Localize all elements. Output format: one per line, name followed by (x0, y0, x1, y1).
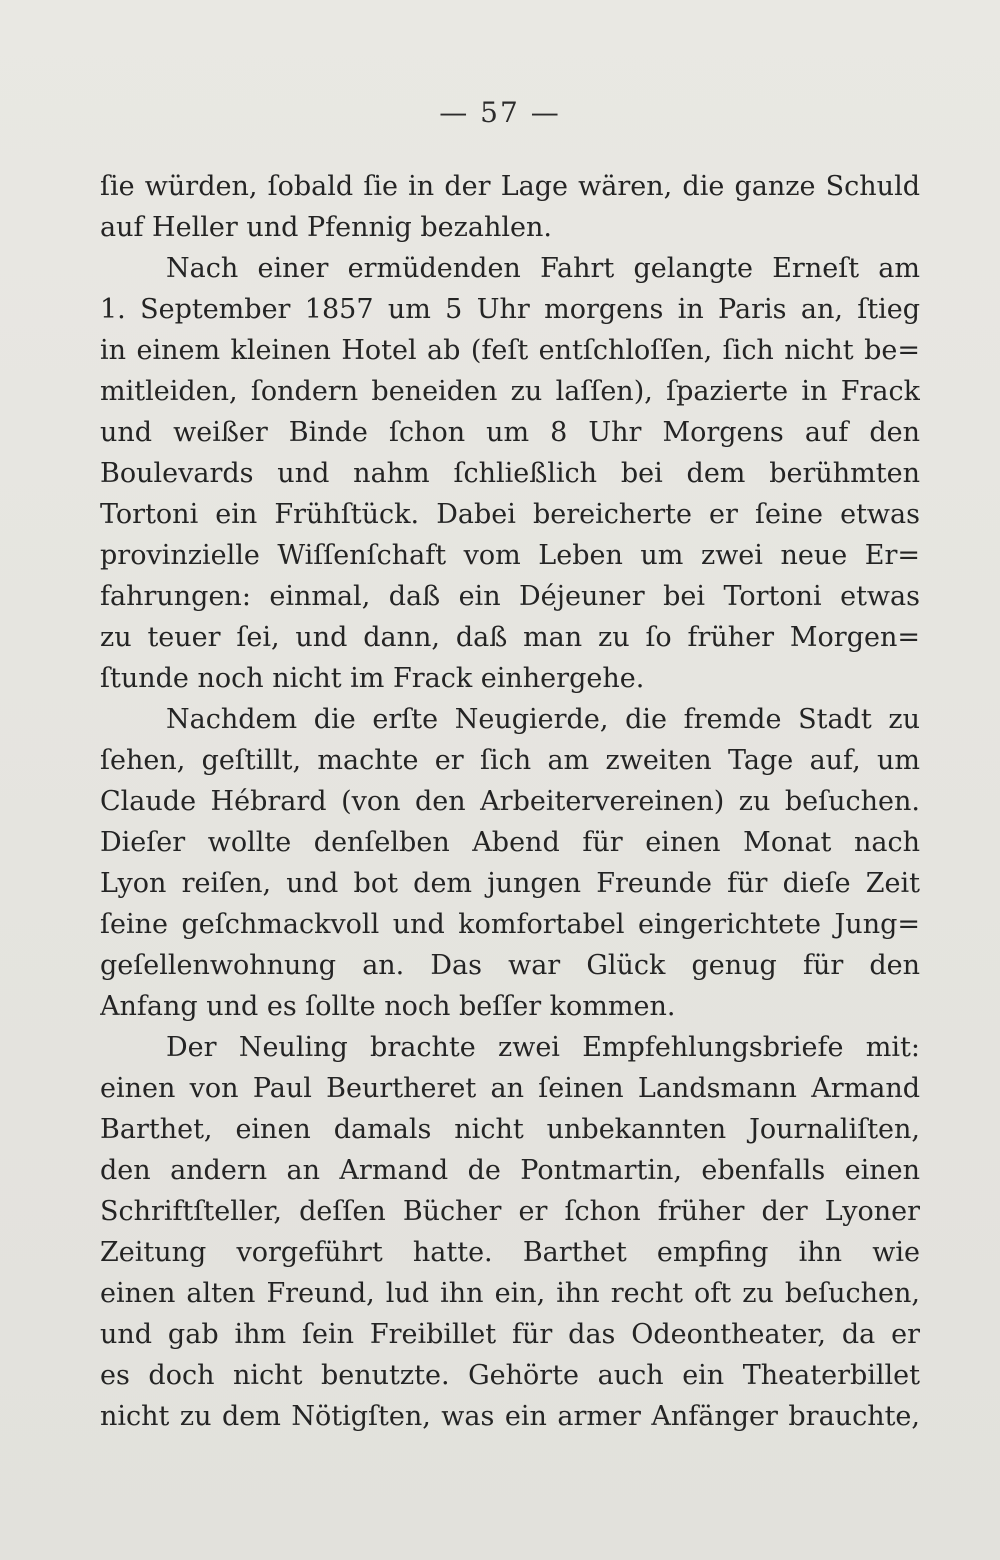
text-line: nicht zu dem Nötigſten, was ein armer Anfänger brauchte, (100, 1401, 920, 1432)
text-line: Schriftſteller, deſſen Bücher er ſchon früher der Lyoner (100, 1196, 920, 1227)
text-line: mitleiden, ſondern beneiden zu laſſen), ſpazierte in Frack (100, 376, 920, 407)
text-line: ſehen, geſtillt, machte er ſich am zweiten Tage auf, um (100, 745, 920, 776)
text-line: Boulevards und nahm ſchließlich bei dem berühmten (100, 458, 920, 489)
text-line: Nachdem die erſte Neugierde, die fremde Stadt zu (166, 704, 920, 735)
page-number: — 57 — (439, 96, 561, 129)
text-line: provinzielle Wiſſenſchaft vom Leben um zwei neue Er= (100, 540, 920, 571)
text-line: Barthet, einen damals nicht unbekannten Journaliſten, (100, 1114, 920, 1145)
text-line: in einem kleinen Hotel ab (feſt entſchloſſen, ſich nicht be= (100, 335, 920, 366)
text-line: einen alten Freund, lud ihn ein, ihn recht oft zu beſuchen, (100, 1278, 920, 1309)
text-line: Zeitung vorgeführt hatte. Barthet empfing ihn wie (100, 1237, 920, 1268)
text-line: und weißer Binde ſchon um 8 Uhr Morgens auf den (100, 417, 920, 448)
text-line: Lyon reiſen, und bot dem jungen Freunde für dieſe Zeit (100, 868, 920, 899)
text-line: einen von Paul Beurtheret an ſeinen Landsmann Armand (100, 1073, 920, 1104)
text-line: Dieſer wollte denſelben Abend für einen Monat nach (100, 827, 920, 858)
text-line: Der Neuling brachte zwei Empfehlungsbriefe mit: (166, 1032, 920, 1063)
text-line: Anfang und es ſollte noch beſſer kommen. (100, 991, 676, 1022)
text-line: auf Heller und Pfennig bezahlen. (100, 212, 552, 243)
text-line: ſie würden, ſobald ſie in der Lage wären, die ganze Schuld (100, 171, 920, 202)
text-line: Nach einer ermüdenden Fahrt gelangte Erneſt am (166, 253, 920, 284)
text-line: Tortoni ein Frühſtück. Dabei bereicherte er ſeine etwas (100, 499, 920, 530)
text-line: und gab ihm ſein Freibillet für das Odeontheater, da er (100, 1319, 920, 1350)
text-line: fahrungen: einmal, daß ein Déjeuner bei Tortoni etwas (100, 581, 920, 612)
text-line: zu teuer ſei, und dann, daß man zu ſo früher Morgen= (100, 622, 920, 653)
text-line: ſeine geſchmackvoll und komfortabel eingerichtete Jung= (100, 909, 920, 940)
text-line: es doch nicht benutzte. Gehörte auch ein Theaterbillet (100, 1360, 920, 1391)
body-text (100, 166, 920, 1437)
text-line: den andern an Armand de Pontmartin, ebenfalls einen (100, 1155, 920, 1186)
text-line: 1. September 1857 um 5 Uhr morgens in Paris an, ſtieg (100, 294, 920, 325)
text-line: ſtunde noch nicht im Frack einhergehe. (100, 663, 645, 694)
text-line: Claude Hébrard (von den Arbeitervereinen) zu beſuchen. (100, 786, 920, 817)
text-line: geſellenwohnung an. Das war Glück genug für den (100, 950, 920, 981)
